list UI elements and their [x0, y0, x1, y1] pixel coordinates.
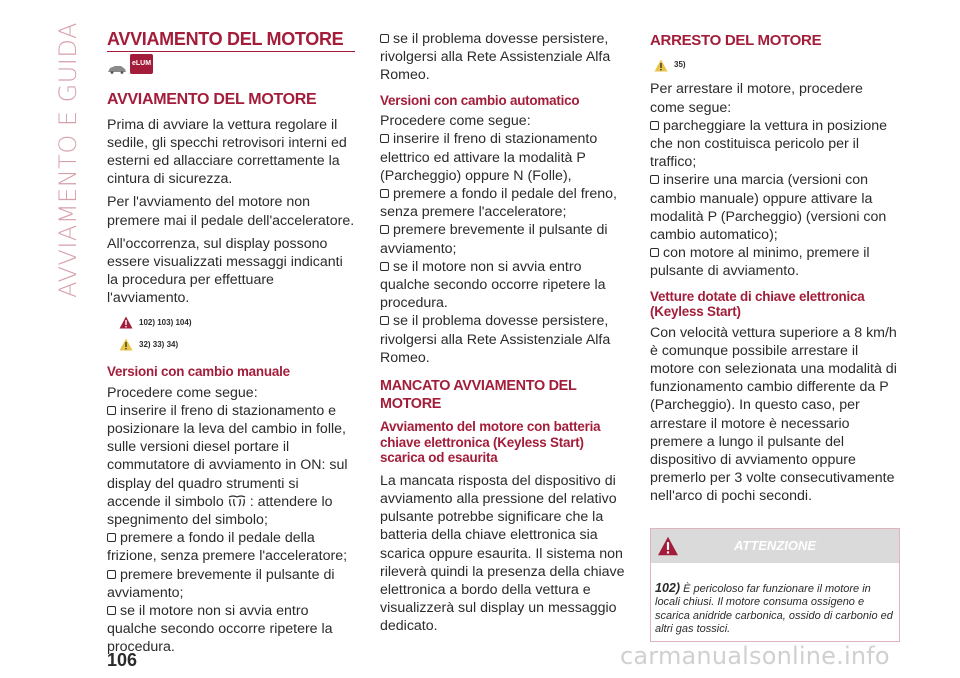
checkbox-bullet-icon — [650, 121, 659, 130]
subsection-title: Vetture dotate di chiave elettronica (Keyless Start) — [650, 288, 865, 320]
list-item: con motore al minimo, premere il pulsante di avviamento. — [650, 245, 870, 280]
paragraph: La mancata risposta del dispositivo di avviamento alla pressione del relativo pulsante potrebbe significare che la batteria della chiave elettronica sia scarica oppure esaurita. Il sistema non rileverà quindi la presenza della chiave elettronica a bordo della vettura e visualizzerà sul display un messaggio dedicato. — [380, 472, 625, 635]
page-number: 106 — [107, 650, 138, 670]
section-title: MANCATO AVVIAMENTO DEL MOTORE — [380, 377, 577, 413]
paragraph: Prima di avviare la vettura regolare il sedile, gli specchi retrovisori interni ed esterni ed allacciare correttamente la cintura di sicurezza. — [107, 116, 347, 188]
paragraph: Per l'avviamento del motore non premere mai il pedale dell'acceleratore. — [107, 194, 355, 229]
checkbox-bullet-icon — [650, 175, 659, 184]
checkbox-bullet-icon — [107, 606, 116, 615]
attention-title: ATTENZIONE — [733, 537, 817, 553]
side-tab-label: AVVIAMENTO E GUIDA — [54, 22, 82, 298]
subsection-title: Avviamento del motore con batteria chiave elettronica (Keyless Start) scarica od esaurita — [380, 419, 601, 466]
checkbox-bullet-icon — [380, 134, 389, 143]
caution-ref-text: 32) 33) 34) — [139, 339, 179, 349]
warning-triangle-icon — [654, 59, 668, 72]
checkbox-bullet-icon — [380, 225, 389, 234]
subsection-title: Versioni con cambio automatico — [380, 92, 580, 108]
list-item: se il problema dovesse persistere, rivolgersi alla Rete Assistenziale Alfa Romeo. — [380, 313, 611, 366]
section-title: AVVIAMENTO DEL MOTORE — [107, 91, 317, 109]
list-item: inserire una marcia (versioni con cambio manuale) oppure attivare la modalità P (Parcheggio) (versioni con cambio automatico); — [650, 172, 887, 244]
paragraph: Per arrestare il motore, procedere come segue: — [650, 81, 863, 116]
watermark: carmanualsonline.info — [620, 642, 890, 670]
column-left — [107, 30, 355, 657]
warning-reference — [119, 314, 355, 332]
warning-triangle-icon — [119, 338, 133, 351]
list-item: se il motore non si avvia entro qualche secondo occorre ripetere la procedura. — [107, 602, 333, 656]
checkbox-bullet-icon — [650, 248, 659, 257]
warning-ref-text: 102) 103) 104) — [139, 317, 192, 327]
checkbox-bullet-icon — [107, 533, 116, 542]
paragraph: All'occorrenza, sul display possono essere visualizzati messaggi indicanti la procedura per effettuare l'avviamento. — [107, 235, 343, 307]
list-item: se il motore non si avvia entro qualche secondo occorre ripetere la procedura. — [380, 258, 606, 312]
paragraph: Con velocità vettura superiore a 8 km/h è comunque possibile arrestare il motore con selezionata una modalità di funzionamento cambio differente da P (Parcheggio). In questo caso, per arrestare il motore è necessario premere a lungo il pulsante del dispositivo di avviamento oppure premerlo per 3 volte consecutivamente nell'arco di pochi secondi. — [650, 324, 897, 505]
list-item: premere a fondo il pedale del freno, senza premere l'acceleratore; — [380, 185, 617, 221]
section-title: ARRESTO DEL MOTORE — [650, 32, 822, 49]
checkbox-bullet-icon — [380, 189, 389, 198]
list-item: inserire il freno di stazionamento elettrico ed attivare la modalità P (Parcheggio) oppure N (Folle), — [380, 131, 598, 184]
attention-number: 102) — [655, 580, 681, 595]
warning-triangle-icon — [657, 536, 679, 556]
page-title: AVVIAMENTO DEL MOTORE — [107, 30, 355, 52]
list-item: se il problema dovesse persistere, rivolgersi alla Rete Assistenziale Alfa Romeo. — [380, 31, 611, 84]
list-item: premere a fondo il pedale della frizione, senza premere l'acceleratore; — [107, 530, 348, 565]
caution-reference — [119, 336, 355, 354]
side-tab — [48, 22, 88, 298]
elum-badge: eLUM — [130, 54, 153, 74]
list-item: premere brevemente il pulsante di avviamento; — [380, 222, 608, 257]
list-item: premere brevemente il pulsante di avviamento; — [107, 566, 335, 601]
column-right — [650, 30, 900, 642]
paragraph: Procedere come segue: — [380, 113, 531, 130]
checkbox-bullet-icon — [380, 262, 389, 271]
column-middle — [380, 30, 625, 641]
list-item: inserire il freno di stazionamento e posizionare la leva del cambio in folle, sulle versioni diesel portare il commutatore di avviamento in ON: sul display del quadro strumenti si accende il simbolo : attendere lo spegnimento del simbolo; — [107, 402, 348, 528]
elum-car-icon — [107, 64, 127, 74]
glow-plug-icon — [224, 495, 250, 507]
checkbox-bullet-icon — [107, 570, 116, 579]
warning-triangle-icon — [119, 316, 133, 329]
paragraph: Procedere come segue: — [107, 384, 258, 401]
attention-box — [650, 528, 900, 642]
attention-header — [651, 529, 899, 563]
checkbox-bullet-icon — [380, 34, 389, 43]
caution-ref-text: 35) — [674, 60, 686, 70]
caution-reference — [654, 56, 900, 74]
elum-marker — [107, 59, 355, 79]
subsection-title: Versioni con cambio manuale — [107, 364, 290, 380]
checkbox-bullet-icon — [380, 316, 389, 325]
attention-text: È pericoloso far funzionare il motore in locali chiusi. Il motore consuma ossigeno e scarica anidride carbonica, ossido di carbonio ed altri gas tossici. — [655, 582, 893, 636]
list-item: parcheggiare la vettura in posizione che non costituisca pericolo per il traffico; — [650, 117, 887, 171]
attention-body — [651, 563, 899, 641]
checkbox-bullet-icon — [107, 406, 116, 415]
